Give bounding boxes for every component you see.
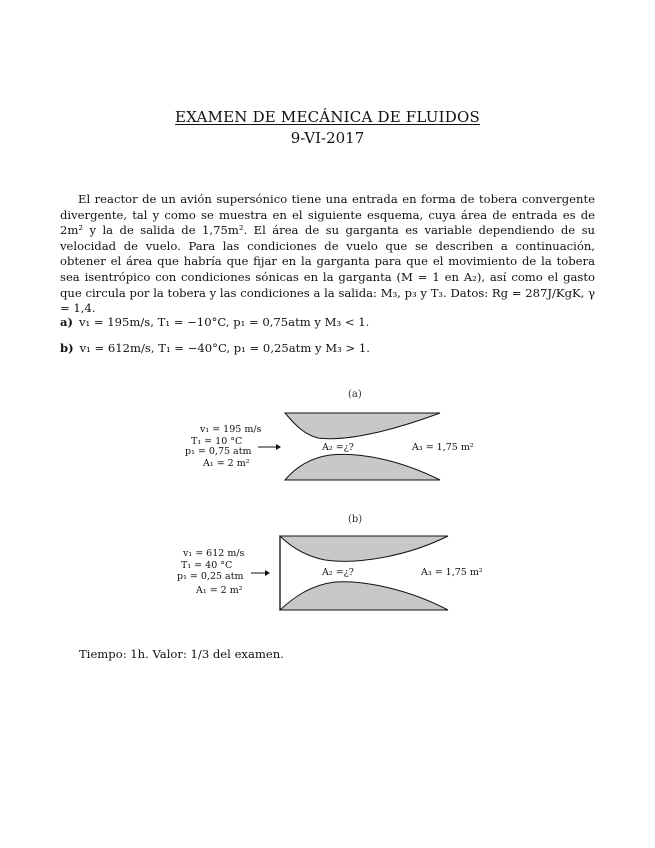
fig-b-inlet-area-label: A₁ = 2 m² <box>196 585 243 596</box>
item-a-text: v₁ = 195m/s, T₁ = −10°C, p₁ = 0,75atm y M₃ < 1. <box>79 315 370 329</box>
flow-arrow-b-head <box>265 570 270 576</box>
fig-a-pressure-label: p₁ = 0,75 atm <box>185 446 252 457</box>
fig-b-pressure-label: p₁ = 0,25 atm <box>177 571 244 582</box>
nozzle-b-upper-wall <box>280 536 448 561</box>
nozzle-a-upper-wall <box>285 413 440 439</box>
footer-note: Tiempo: 1h. Valor: 1/3 del examen. <box>79 647 284 661</box>
exam-date: 9-VI-2017 <box>290 129 365 147</box>
flow-arrow-a-head <box>276 444 281 450</box>
problem-text: El reactor de un avión supersónico tiene una entrada en forma de tobera convergente divergente, tal y como se muestra en el siguiente esquema, cuya área de entrada es de 2m² y la de salida de 1,75m². El área de su garganta es variable dependiendo de su velocidad de vuelo. Para las condiciones de vuelo que se describen a continuación, obtener el área que habría que fijar en la garganta para que el movimiento de la tobera sea isentrópico con condiciones sónicas en la garganta (M = 1 en A₂), así como el gasto que circula por la tobera y las condiciones a la salida: M₃, p₃ y T₃. Datos: Rg = 287J/KgK, γ = 1,4. <box>60 192 595 316</box>
item-b-label: b) <box>60 341 74 355</box>
item-b-text: v₁ = 612m/s, T₁ = −40°C, p₁ = 0,25atm y M₃ > 1. <box>79 341 370 355</box>
item-a-label: a) <box>60 315 73 329</box>
fig-a-throat-label: A₂ =¿? <box>322 442 354 453</box>
fig-b-temperature-label: T₁ = 40 °C <box>181 560 233 571</box>
fig-b-velocity-label: v₁ = 612 m/s <box>183 548 245 559</box>
fig-a-temperature-label: T₁ = 10 °C <box>191 436 243 447</box>
fig-b-exit-label: A₃ = 1,75 m² <box>421 567 483 578</box>
figure-b-caption: (b) <box>348 514 363 525</box>
fig-a-exit-label: A₃ = 1,75 m² <box>412 442 474 453</box>
fig-a-inlet-area-label: A₁ = 2 m² <box>203 458 250 469</box>
fig-b-throat-label: A₂ =¿? <box>322 567 354 578</box>
figure-a-caption: (a) <box>348 389 362 400</box>
exam-title: EXAMEN DE MECÁNICA DE FLUIDOS <box>175 108 480 126</box>
nozzle-b-lower-wall <box>280 582 448 610</box>
nozzle-a-lower-wall <box>285 454 440 480</box>
fig-a-velocity-label: v₁ = 195 m/s <box>200 424 262 435</box>
